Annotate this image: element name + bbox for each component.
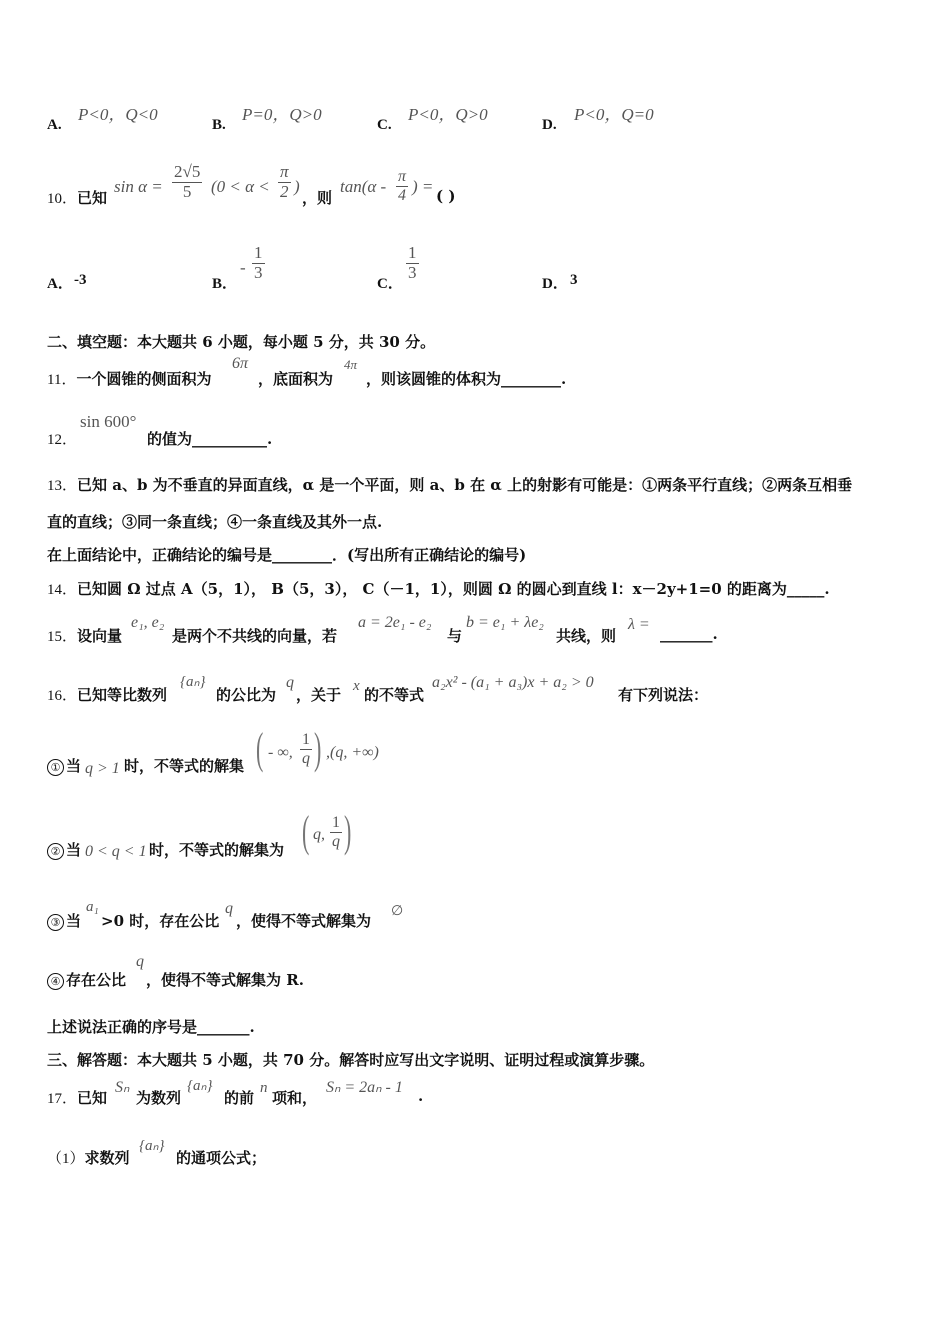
q9-option-a-label: A.: [47, 117, 62, 133]
q13-line-2: 直的直线；③同一条直线；④一条直线及其外一点.: [47, 513, 383, 531]
q17-math-3: n: [260, 1080, 268, 1096]
q16-s2-den: q: [332, 832, 340, 850]
q16-s1-interval-left: - ∞,: [268, 744, 293, 761]
q16-s1-text-2: 时，不等式的解集: [124, 757, 245, 775]
q16-s3-text: 当: [66, 912, 82, 930]
q10-option-c-label: C．: [377, 276, 403, 292]
q17-text-5: .: [418, 1087, 424, 1105]
q16-s1-den: q: [302, 749, 310, 767]
q10-then: ，则: [302, 189, 333, 207]
q17-text-3: 的前: [224, 1089, 255, 1107]
q16-text-5: 有下列说法：: [618, 686, 709, 704]
q16-s1-fraction: [300, 731, 312, 767]
q16-math-2: q: [286, 674, 294, 691]
q10-option-b-label: B．: [212, 276, 238, 292]
q13-line-1: 已知 a、b 为不垂直的异面直线，α 是一个平面，则 a、b 在 α 上的射影有可能是：①两条平行直线；②两条互相垂: [77, 476, 853, 494]
q16-s3-math: a₁: [86, 899, 99, 915]
q13-line-3: 在上面结论中，正确结论的编号是________．(写出所有正确结论的编号): [47, 546, 527, 564]
q16-s3-text-3: ，使得不等式解集为: [236, 912, 372, 930]
q15-number: 15．: [47, 629, 78, 645]
q9-option-b-label: B.: [212, 117, 226, 133]
q16-s4-text-2: ，使得不等式解集为 R.: [146, 971, 304, 989]
q11-math-2: 4π: [344, 357, 358, 372]
q16-s1-text: 当: [66, 757, 82, 775]
q16-answer: 上述说法正确的序号是_______.: [47, 1018, 255, 1036]
q10-fraction-num: 2√5: [174, 162, 201, 181]
q16-s1-math: q > 1: [85, 760, 120, 777]
q11-math-1: 6π: [232, 355, 249, 372]
q17-math-4: Sₙ = 2aₙ - 1: [326, 1079, 403, 1096]
q16-s3-empty-set: ∅: [391, 904, 404, 919]
q10-condition-left: (0 < α <: [211, 177, 270, 196]
q10-pi-half: [278, 163, 291, 201]
q12-text: 的值为__________.: [147, 430, 273, 448]
q16-text-1: 已知等比数列: [77, 686, 168, 704]
q9-option-d-label: D.: [542, 117, 557, 133]
q16-s2-fraction: [330, 814, 342, 850]
q15-math-1: e₁, e₂: [131, 614, 165, 631]
q15-math-4: λ =: [628, 616, 650, 633]
q16-s2-text-2: 时，不等式的解集为: [149, 841, 285, 859]
q17-part-1-label: （1）: [47, 1151, 85, 1167]
section-3-heading: 三、解答题：本大题共 5 小题，共 70 分。解答时应写出文字说明、证明过程或演算步骤。: [47, 1051, 655, 1069]
q16-s4-circle: ④: [47, 973, 64, 990]
q16-s2-circle: ②: [47, 843, 64, 860]
q15-math-2: a = 2e₁ - e₂: [358, 614, 432, 631]
q10-option-b-den: 3: [254, 262, 263, 282]
q16-number: 16．: [47, 688, 78, 704]
q13-number: 13．: [47, 478, 78, 494]
q16-s3-math-2: q: [225, 900, 233, 917]
q17-part-1-text-2: 的通项公式；: [176, 1149, 267, 1167]
q9-option-c-label: C.: [377, 117, 392, 133]
q9-option-d-math: P<0，Q=0: [574, 105, 654, 124]
q16-math-4: a₂x² - (a₁ + a₃)x + a₂ > 0: [432, 674, 594, 691]
q17-math-1: Sₙ: [115, 1079, 130, 1096]
q16-s3-circle: ③: [47, 914, 64, 931]
q11-number: 11．: [47, 372, 77, 388]
q10-tan-right: ) =: [412, 177, 434, 196]
q16-s1-rbracket: ): [314, 724, 322, 773]
q16-s2-num: 1: [332, 814, 340, 831]
q17-text-1: 已知: [77, 1089, 108, 1107]
q16-s4-text: 存在公比: [66, 971, 127, 989]
q12-number: 12．: [47, 432, 78, 448]
q16-s1-circle: ①: [47, 759, 64, 776]
q15-math-3: b = e₁ + λe₂: [466, 614, 544, 631]
q14-number: 14．: [47, 582, 78, 598]
q15-text-4: 共线，则: [556, 627, 617, 645]
q9-option-b-math: P=0，Q>0: [242, 105, 322, 124]
q10-option-c-num: 1: [408, 243, 417, 262]
q16-text-2: 的公比为: [216, 686, 277, 704]
q16-s3-text-2: >0 时，存在公比: [101, 912, 220, 930]
q10-option-b-fraction: [252, 244, 265, 282]
q10-option-d-value: 3: [570, 272, 578, 288]
q11-text-3: ，则该圆锥的体积为________.: [366, 370, 567, 388]
q16-s2-text: 当: [66, 841, 82, 859]
q15-text-5: _______.: [660, 625, 718, 643]
q17-text-2: 为数列: [136, 1089, 182, 1107]
q16-math-1: {aₙ}: [180, 674, 206, 690]
q15-text-3: 与: [447, 627, 463, 645]
q15-text-2: 是两个不共线的向量，若: [172, 627, 338, 645]
q16-text-3: ，关于: [296, 686, 342, 704]
q16-text-4: 的不等式: [364, 686, 425, 704]
q10-option-c-den: 3: [408, 262, 417, 282]
q10-fraction: [172, 163, 202, 201]
q11-text-1: 一个圆锥的侧面积为: [76, 370, 212, 388]
q16-s2-lbracket: (: [302, 807, 310, 856]
q17-part-1-math: {aₙ}: [139, 1138, 165, 1154]
q10-pi2: π: [398, 168, 407, 185]
q11-text-2: ，底面积为: [258, 370, 334, 388]
q10-option-b-minus: -: [240, 258, 246, 277]
q10-option-c-fraction: [406, 244, 419, 282]
q16-s1-num: 1: [302, 731, 310, 748]
question-14: [47, 578, 830, 599]
q16-s1-lbracket: (: [256, 724, 264, 773]
q10-pi-quarter: [396, 168, 408, 204]
q10-option-b-num: 1: [254, 243, 263, 262]
q15-text-1: 设向量: [77, 627, 123, 645]
q10-fraction-den: 5: [182, 181, 192, 201]
q10-option-a-value: -3: [74, 272, 87, 288]
q10-two: 2: [280, 181, 289, 201]
q10-four: 4: [398, 186, 406, 204]
q16-s2-math: 0 < q < 1: [85, 843, 147, 860]
q17-part-1-text: 求数列: [84, 1149, 130, 1167]
q16-s2-rbracket: ): [344, 807, 352, 856]
q9-option-c-math: P<0，Q>0: [408, 105, 488, 124]
q10-number: 10．: [47, 191, 78, 207]
q10-option-d-label: D．: [542, 276, 568, 292]
q16-s1-interval-right: ,(q, +∞): [326, 744, 379, 761]
q12-math: sin 600°: [80, 412, 137, 431]
q9-option-a-math: P<0，Q<0: [78, 105, 158, 124]
q10-condition-right: ): [294, 177, 300, 196]
q17-number: 17．: [47, 1091, 78, 1107]
q10-pi: π: [280, 162, 289, 181]
q10-sin: sin α =: [114, 177, 163, 196]
q17-math-2: {aₙ}: [187, 1078, 213, 1094]
q16-s2-interval: q,: [313, 826, 325, 843]
q10-blank: ( ): [436, 187, 456, 205]
q10-option-a-label: A．: [47, 276, 73, 292]
section-2-heading: 二、填空题：本大题共 6 小题，每小题 5 分，共 30 分。: [47, 333, 436, 351]
q16-math-3: x: [353, 678, 360, 694]
q17-text-4: 项和，: [272, 1089, 318, 1107]
q10-tan: tan(α -: [340, 177, 387, 196]
q10-text: 已知: [77, 189, 108, 207]
q16-s4-math: q: [136, 953, 144, 970]
q14-text: 已知圆 Ω 过点 A（5，1）， B（5，3）， C（－1，1），则圆 Ω 的圆心到直线 l：x－2y+1=0 的距离为_____.: [77, 580, 830, 598]
